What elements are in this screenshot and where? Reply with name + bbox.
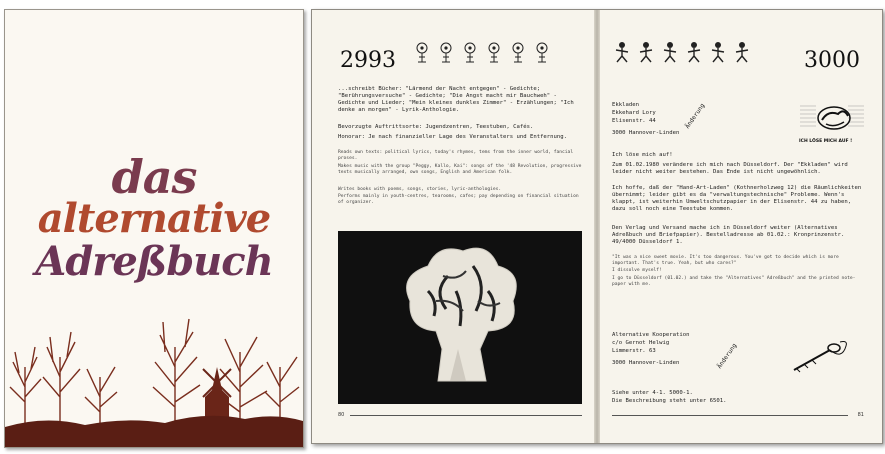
address2-name: Alternative Kooperation <box>612 332 690 338</box>
right-paragraph-move: Zum 01.02.1980 verändere ich mich nach Düsseldorf. Der "Ekkladen" wird leider nicht weiter bestehen. Das Ende ist nicht ungewöhnlich. <box>612 162 848 176</box>
right-paragraph-verlag: Den Verlag und Versand mache ich in Düsseldorf weiter (Alternatives Adreßbuch und Briefpapier). Bestelladresse ab 01.02.: Kronprinzenstr. 49/4000 Düsseldorf 1. <box>612 225 845 246</box>
clipping-caption: ICH LÖSE MICH AUF ! <box>799 139 853 144</box>
right-paragraph-quote: "It was a nice sweet movie. It's too dangerous. You've got to decide which is more important. That's true. Yeah, but who cares?" <box>612 255 839 266</box>
left-icon-row <box>412 40 552 64</box>
address1-street: Elisenstr. 44 <box>612 118 656 124</box>
right-paragraph-handart: Ich hoffe, daß der "Hand-Art-Laden" (Kothnerholzweg 12) die Räumlichkeiten übernimmt; leider gibt es da "verwaltungstechnische" Probleme. Wenn's klappt, ist weiterhin Umweltschutzpapier in der Elisenstr. 44 zu haben, dazu soll noch eine Teestube kommen. <box>612 185 862 213</box>
address1-city: 3000 Hannover-Linden <box>612 130 680 136</box>
flower-figure-icon <box>460 40 480 64</box>
left-paragraph-en-writes: Writes books with poems, songs, stories, lyric-anthologies. <box>338 187 502 192</box>
left-paragraph-fee: Honorar: Je nach finanzieller Lage des Veranstalters und Entfernung. <box>338 134 568 140</box>
flower-figure-icon <box>412 40 432 64</box>
right-folio: 81 <box>857 412 864 418</box>
tree-photo <box>338 231 582 404</box>
right-paragraph-heading: Ich löse mich auf! <box>612 152 673 158</box>
change-stamp-2: Änderung <box>716 342 739 371</box>
dancing-figure-icon <box>684 40 704 64</box>
right-page <box>600 10 882 443</box>
address2-care-of: c/o Gernot Helwig <box>612 340 670 346</box>
dancing-figure-icon <box>732 40 752 64</box>
right-icon-row <box>612 40 752 64</box>
right-page-number: 3000 <box>804 48 860 73</box>
left-paragraph-books: ...schreibt Bücher: "Lärmend der Nacht entgegen" - Gedichte; "Berührungsversuche" - Gedichte; "Die Angst macht mir Bauchweh" - Gedichte und Lieder; "Mein kleines dunkles Zimmer" - Erzählungen; "Ich denke an morgen" - Lyrik-Anthologie. <box>338 86 574 114</box>
address1-name: Ekkladen <box>612 102 639 108</box>
microphone-drawing <box>790 340 850 376</box>
right-footer-rule <box>612 415 848 416</box>
tree-silhouette-illustration <box>5 307 303 447</box>
flower-figure-icon <box>436 40 456 64</box>
right-paragraph-siehe: Siehe unter 4-1. 5000-1. <box>612 390 693 396</box>
dancing-figure-icon <box>612 40 632 64</box>
book-cover <box>4 9 304 448</box>
left-folio: 80 <box>338 412 345 418</box>
address1-person: Ekkehard Lory <box>612 110 656 116</box>
dancing-figure-icon <box>708 40 728 64</box>
address2-street: Limmerstr. 63 <box>612 348 656 354</box>
cover-title-line2: alternative <box>37 195 271 242</box>
cover-title-line3: Adreßbuch <box>35 238 273 285</box>
change-stamp-1: Änderung <box>684 102 707 131</box>
flower-figure-icon <box>508 40 528 64</box>
dancing-figure-icon <box>660 40 680 64</box>
right-paragraph-goto: I go to Düsseldorf (01.02.) and take the "Alternatives" Adreßbuch" and the printed note-paper with me. <box>612 276 856 287</box>
left-paragraph-venues: Bevorzugte Auftrittsorte: Jugendzentren, Teestuben, Cafés. <box>338 124 534 130</box>
address2-city: 3000 Hannover-Linden <box>612 360 680 366</box>
newspaper-clipping <box>798 100 866 142</box>
left-page-number: 2993 <box>340 48 396 73</box>
right-paragraph-beschreibung: Die Beschreibung steht unter 6501. <box>612 398 727 404</box>
left-paragraph-en-performs: Performs mainly in youth-centres, tearooms, cafes; pay depending on financial situation of organizer. <box>338 194 579 205</box>
cover-title-line1: das <box>111 150 197 204</box>
left-paragraph-en-reads: Reads own texts: political lyrics, today's rhymes, tems from the inner world, fancial proses. <box>338 150 574 161</box>
dancing-figure-icon <box>636 40 656 64</box>
flower-figure-icon <box>484 40 504 64</box>
open-book <box>311 9 883 444</box>
flower-figure-icon <box>532 40 552 64</box>
left-footer-rule <box>350 415 582 416</box>
left-paragraph-en-music: Makes music with the group "Peggy, Kallo, Kai": songs of the '48 Revolution, progressive texts musically arranged, own songs, English and American folk. <box>338 164 582 175</box>
left-page <box>312 10 594 443</box>
right-paragraph-dissolve: I dissolve myself! <box>612 268 662 273</box>
